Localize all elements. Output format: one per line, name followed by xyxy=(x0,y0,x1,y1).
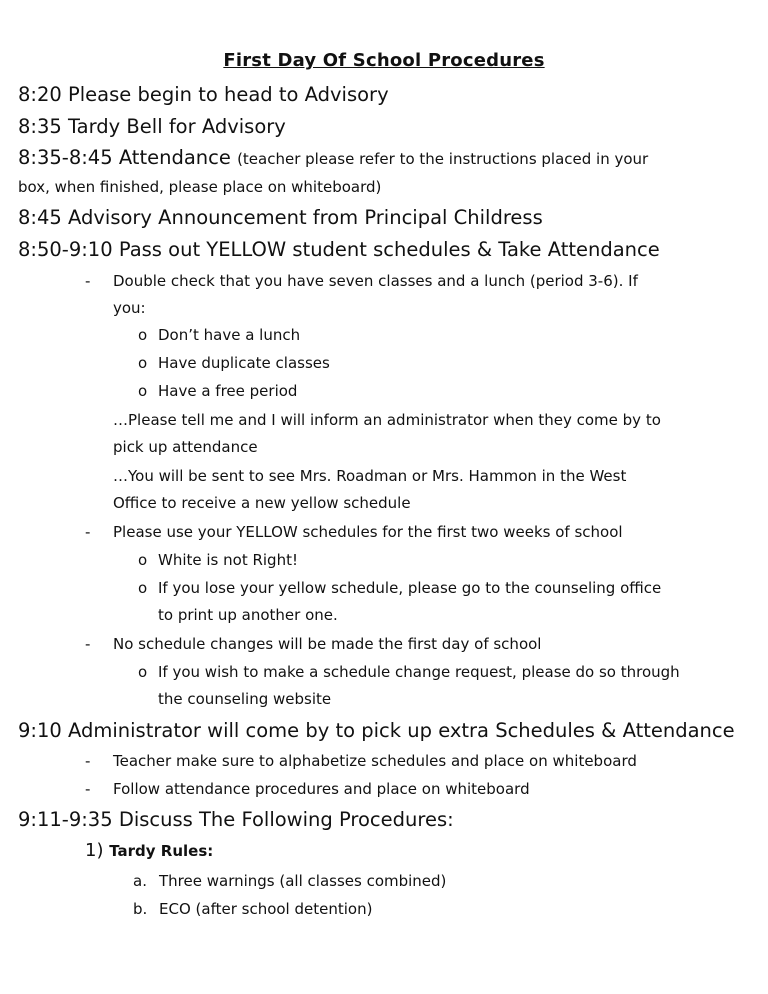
document-page: First Day Of School Procedures 8:20 Please begin to head to Advisory 8:35 Tardy Bell for Advisory 8:35-8:45 Attendance (teacher please refer to the instructions placed in your box, when finished, please place on whiteboard) 8:45 Advisory Announcement from Principal Childress 8:50-9:10 Pass out YELLOW student schedules & Take Attendance - Double check that you have seven classes and a lunch (period 3-6). If you: o Don’t have a lunch o Have duplicate classes o Have a free period …Please tell me and I will inform an administrator when they come by to pick up attendance …You will be sent to see Mrs. Roadman or Mrs. Hammon in the West Office to receive a new yellow schedule - Please use your YELLOW schedules for the first two weeks of school o White is not Right! o If you lose your yellow schedule, please go to the counseling office to print up another one. - No schedule changes will be made the first day of school o If you wish to make a schedule change request, please do so through the counseling website 9:10 Administrator will come by to pick up extra Schedules & Attendance - Teacher make sure to alphabetize schedules and place on whiteboard - Follow attendance procedures and place on whiteboard 9:11-9:35 Discuss The Following Procedures: 1) Tardy Rules: a. Three warnings (all classes combined) b. ECO (after school detention) xyxy=(0,0,768,994)
sub-list-item-cont: the counseling website xyxy=(158,690,332,708)
numbered-item xyxy=(85,840,213,861)
dash-bullet: - xyxy=(85,272,91,290)
note-line: …Please tell me and I will inform an administrator when they come by to xyxy=(113,411,661,429)
circle-bullet: o xyxy=(138,354,148,372)
note-line: Office to receive a new yellow schedule xyxy=(113,494,411,512)
dash-bullet: - xyxy=(85,752,91,770)
entry-schedules: 8:50-9:10 Pass out YELLOW student schedules & Take Attendance xyxy=(18,238,660,261)
circle-bullet: o xyxy=(138,326,148,344)
circle-bullet: o xyxy=(138,382,148,400)
entry-administrator: 9:10 Administrator will come by to pick up extra Schedules & Attendance xyxy=(18,719,735,742)
tardy-rules-label: Tardy Rules: xyxy=(109,842,214,860)
dash-bullet: - xyxy=(85,523,91,541)
list-item-cont: you: xyxy=(113,299,146,317)
entry-8-35: 8:35 Tardy Bell for Advisory xyxy=(18,115,286,138)
note-line: …You will be sent to see Mrs. Roadman or Mrs. Hammon in the West xyxy=(113,467,627,485)
lettered-item: a. Three warnings (all classes combined) xyxy=(133,872,447,890)
entry-attendance-note: (teacher please refer to the instructions placed in your xyxy=(237,150,649,168)
item-letter: a. xyxy=(133,872,147,890)
sub-list-item-cont: to print up another one. xyxy=(158,606,338,624)
dash-bullet: - xyxy=(85,635,91,653)
entry-announcement: 8:45 Advisory Announcement from Principal Childress xyxy=(18,206,543,229)
lettered-item: b. ECO (after school detention) xyxy=(133,900,373,918)
entry-attendance-note-cont: box, when finished, please place on whiteboard) xyxy=(18,178,382,196)
entry-discuss: 9:11-9:35 Discuss The Following Procedures: xyxy=(18,808,454,831)
item-letter: b. xyxy=(133,900,148,918)
entry-attendance-main: 8:35-8:45 Attendance xyxy=(18,146,231,169)
item-number: 1) xyxy=(85,840,104,861)
circle-bullet: o xyxy=(138,551,148,569)
page-title: First Day Of School Procedures xyxy=(223,50,545,71)
entry-8-20: 8:20 Please begin to head to Advisory xyxy=(18,83,389,106)
dash-bullet: - xyxy=(85,780,91,798)
circle-bullet: o xyxy=(138,579,148,597)
circle-bullet: o xyxy=(138,663,148,681)
note-line: pick up attendance xyxy=(113,438,258,456)
entry-attendance xyxy=(18,146,648,169)
